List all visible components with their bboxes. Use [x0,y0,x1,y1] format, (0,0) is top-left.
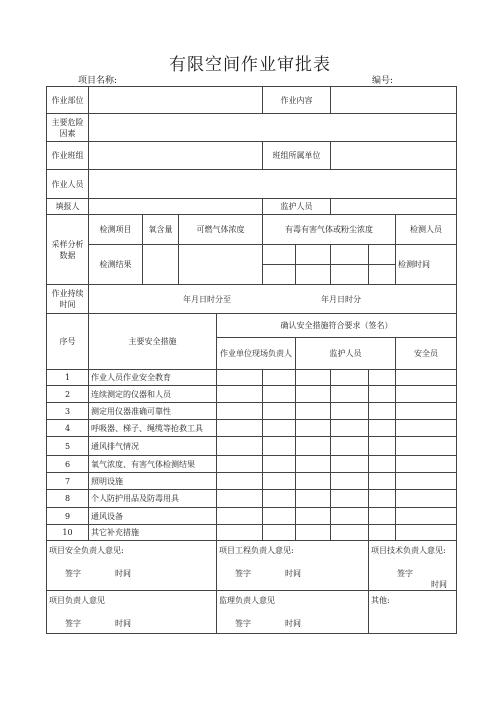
sign-cell[interactable] [331,525,369,541]
oxygen-result[interactable] [143,245,179,285]
test-result-label: 检测结果 [89,245,143,285]
measure-no: 4 [47,420,89,437]
sign-cell[interactable] [296,456,331,473]
sign-cell[interactable] [396,403,457,420]
measure-row [47,420,457,437]
sign-cell[interactable] [396,420,457,437]
work-content-value[interactable] [331,87,457,114]
sign-cell[interactable] [369,508,396,525]
sampling-data-label: 采样分析数据 [47,215,89,285]
measure-no: 2 [47,386,89,403]
measure-no: 10 [47,525,89,541]
sign-cell[interactable] [296,437,331,456]
sign-cell[interactable] [296,386,331,403]
approval-form-table [46,86,457,634]
tech-head-label: 项目技术负责人意见: [371,546,446,555]
project-name-label: 项目名称: [78,76,118,86]
measure-text: 测定用仪器准确可靠性 [89,403,217,420]
form-number-label: 编号: [372,76,394,86]
duration-label: 作业持续时间 [47,285,89,314]
duration-from: 年月日时分至 [183,294,231,304]
seq-header: 序号 [47,314,89,370]
sign-cell[interactable] [396,473,457,490]
work-team-label: 作业班组 [47,142,89,170]
sign-label: 签字 [235,569,251,578]
time-label: 时间 [431,580,447,589]
sign-cell[interactable] [331,437,369,456]
sign-cell[interactable] [263,386,296,403]
confirm-header: 确认安全措施符合要求（签名） [217,314,457,338]
main-hazards-label: 主要危险因素 [47,114,89,142]
sign-cell[interactable] [217,490,263,508]
sign-cell[interactable] [396,370,457,386]
guardian-label: 监护人员 [263,199,331,215]
project-head-opinion[interactable] [47,591,217,634]
sign-cell[interactable] [396,525,457,541]
measure-no: 1 [47,370,89,386]
sign-cell[interactable] [396,386,457,403]
sign-cell[interactable] [369,473,396,490]
sign-label: 签字 [65,619,81,628]
measure-text: 照明设施 [89,473,217,490]
measure-row [47,370,457,386]
sign-cell[interactable] [296,403,331,420]
sign-cell[interactable] [296,508,331,525]
sign-cell[interactable] [369,403,396,420]
sign-cell[interactable] [331,490,369,508]
sign-cell[interactable] [263,525,296,541]
measure-no: 7 [47,473,89,490]
work-location-label: 作业部位 [47,87,89,114]
project-head-label: 项目负责人意见 [49,596,105,605]
sign-cell[interactable] [369,456,396,473]
main-hazards-value[interactable] [89,114,457,142]
sign-cell[interactable] [217,525,263,541]
guardian-value[interactable] [331,199,457,215]
sign-label: 签字 [65,569,81,578]
tech-head-opinion[interactable] [369,541,457,591]
toxic-result-6[interactable] [296,265,331,285]
sign-cell[interactable] [296,420,331,437]
sign-cell[interactable] [296,370,331,386]
measure-row [47,437,457,456]
filler-label: 填报人 [47,199,89,215]
form-title: 有限空间作业审批表 [169,55,331,75]
toxic-result-2[interactable] [296,245,331,265]
toxic-result-8[interactable] [369,265,396,285]
measure-no: 5 [47,437,89,456]
sign-cell[interactable] [296,525,331,541]
site-leader-header: 作业单位现场负责人 [217,338,296,370]
sign-label: 签字 [397,569,413,578]
measure-row [47,386,457,403]
sign-cell[interactable] [217,456,263,473]
toxic-result-1[interactable] [263,245,296,265]
sign-cell[interactable] [263,473,296,490]
measure-text: 连续测定的仪器和人员 [89,386,217,403]
guardian-header: 监护人员 [296,338,396,370]
sign-label: 签字 [235,619,251,628]
work-team-value[interactable] [89,142,263,170]
measure-row [47,456,457,473]
time-label: 时间 [115,569,131,578]
team-unit-value[interactable] [331,142,457,170]
others-opinion[interactable] [369,591,457,634]
sign-cell[interactable] [331,370,369,386]
measure-text: 作业人员作业安全教育 [89,370,217,386]
sign-cell[interactable] [217,437,263,456]
measure-no: 3 [47,403,89,420]
sign-cell[interactable] [217,386,263,403]
sign-cell[interactable] [331,403,369,420]
sign-cell[interactable] [296,490,331,508]
toxic-result-7[interactable] [331,265,369,285]
sign-cell[interactable] [396,437,457,456]
measure-no: 8 [47,490,89,508]
flammable-gas-result[interactable] [179,245,263,285]
time-label: 时间 [115,619,131,628]
engineering-head-opinion[interactable] [217,541,369,591]
measure-row [47,525,457,541]
supervisor-label: 监理负责人意见 [219,596,275,605]
sign-cell[interactable] [217,420,263,437]
sign-cell[interactable] [217,473,263,490]
sign-cell[interactable] [331,508,369,525]
sign-cell[interactable] [263,370,296,386]
sign-cell[interactable] [263,508,296,525]
engineering-head-label: 项目工程负责人意见: [219,546,294,555]
filler-value[interactable] [89,199,263,215]
sign-cell[interactable] [369,490,396,508]
measure-no: 6 [47,456,89,473]
test-item-label: 检测项目 [89,215,143,245]
team-unit-label: 班组所属单位 [263,142,331,170]
time-label: 时间 [285,569,301,578]
measure-text: 个人防护用品及防毒用具 [89,490,217,508]
toxic-result-5[interactable] [263,265,296,285]
sign-cell[interactable] [331,420,369,437]
sign-cell[interactable] [263,437,296,456]
tester-label: 检测人员 [396,215,457,245]
test-time-label: 检测时间 [396,245,457,285]
measure-text: 氧气浓度、有害气体检测结果 [89,456,217,473]
toxic-result-4[interactable] [369,245,396,265]
sign-cell[interactable] [331,386,369,403]
sign-cell[interactable] [217,370,263,386]
measure-text: 通风排气情况 [89,437,217,456]
measure-row [47,490,457,508]
work-content-label: 作业内容 [263,87,331,114]
main-measures-header: 主要安全措施 [89,314,217,370]
sign-cell[interactable] [396,508,457,525]
sign-cell[interactable] [263,490,296,508]
measure-no: 9 [47,508,89,525]
sign-cell[interactable] [369,437,396,456]
toxic-gas-label: 有毒有害气体或粉尘浓度 [263,215,396,245]
flammable-gas-label: 可燃气体浓度 [179,215,263,245]
sign-cell[interactable] [263,456,296,473]
measure-text: 其它补充措施 [89,525,217,541]
workers-label: 作业人员 [47,170,89,199]
sign-cell[interactable] [296,473,331,490]
sign-cell[interactable] [331,456,369,473]
measure-row [47,403,457,420]
sign-cell[interactable] [396,490,457,508]
sign-cell[interactable] [217,403,263,420]
sign-cell[interactable] [369,525,396,541]
safety-head-opinion[interactable] [47,541,217,591]
supervisor-opinion[interactable] [217,591,369,634]
sign-cell[interactable] [396,456,457,473]
measure-text: 呼吸器、梯子、绳缆等抢救工具 [89,420,217,437]
safety-officer-header: 安全员 [396,338,457,370]
sign-cell[interactable] [369,386,396,403]
duration-value[interactable] [89,285,457,314]
duration-to: 年月日时分 [321,294,361,304]
work-location-value[interactable] [89,87,263,114]
measure-row [47,508,457,525]
measure-row [47,473,457,490]
workers-value[interactable] [89,170,457,199]
sign-cell[interactable] [369,370,396,386]
oxygen-label: 氧含量 [143,215,179,245]
sign-cell[interactable] [369,420,396,437]
sign-cell[interactable] [263,420,296,437]
others-label: 其他: [371,596,390,605]
toxic-result-3[interactable] [331,245,369,265]
time-label: 时间 [285,619,301,628]
safety-head-label: 项目安全负责人意见: [49,546,124,555]
sign-cell[interactable] [263,403,296,420]
sign-cell[interactable] [217,508,263,525]
measure-text: 通风设备 [89,508,217,525]
sign-cell[interactable] [331,473,369,490]
